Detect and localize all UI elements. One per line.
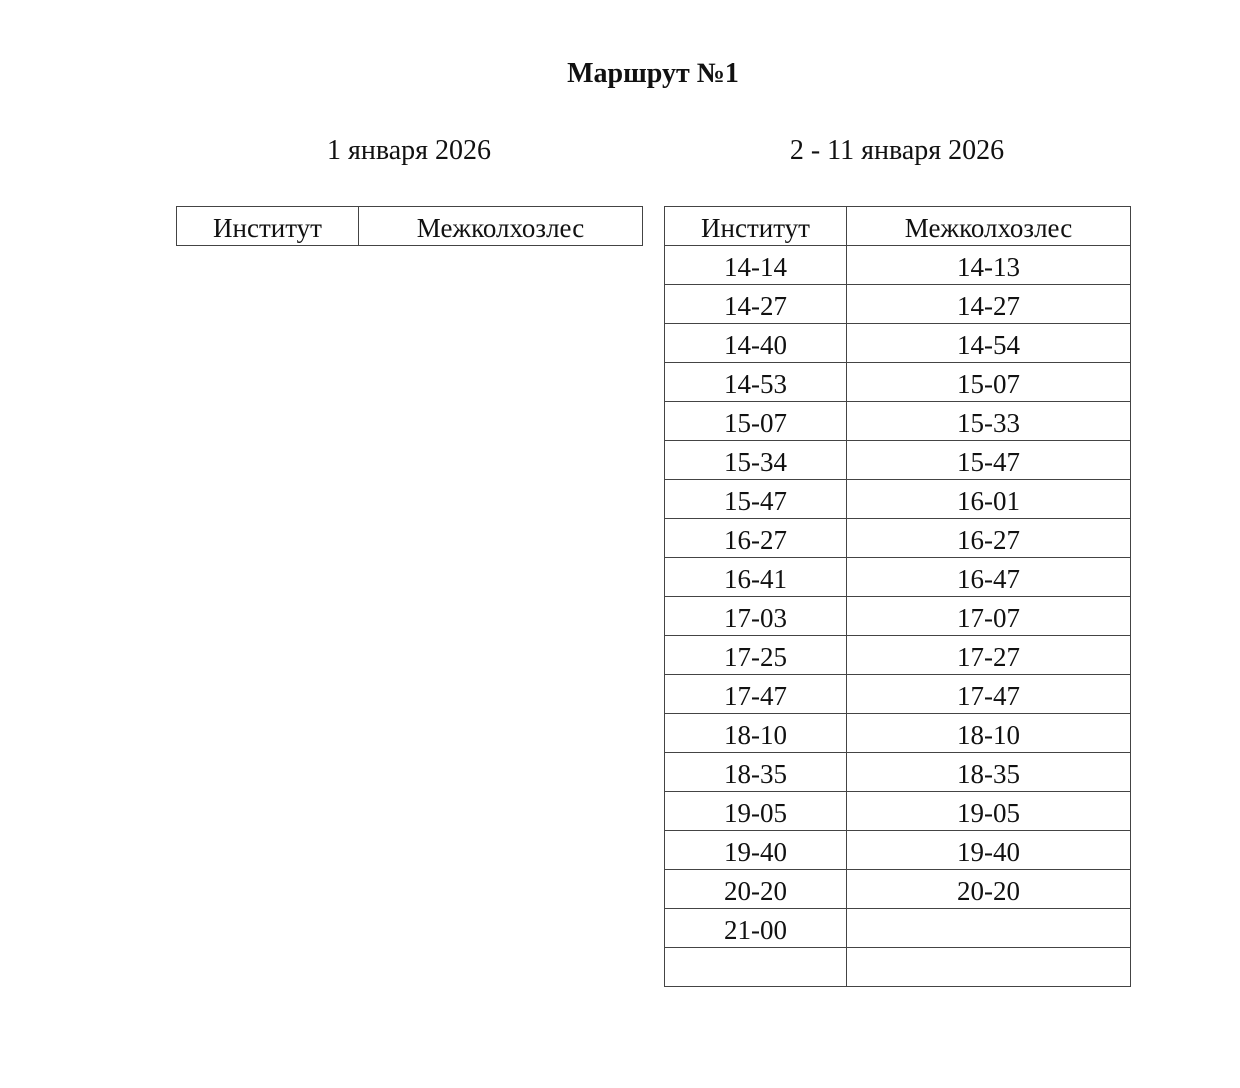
- table-row: [665, 909, 1131, 948]
- mezhkolkhozles-time: [847, 948, 1131, 987]
- mezhkolkhozles-time: 15-47: [847, 441, 1131, 480]
- table-row: [665, 285, 1131, 324]
- mezhkolkhozles-time: 16-01: [847, 480, 1131, 519]
- schedule-table-jan-2-11: [664, 206, 1131, 987]
- institut-time: 17-03: [665, 597, 847, 636]
- table-row: [665, 870, 1131, 909]
- institut-time: 14-40: [665, 324, 847, 363]
- header-institut: Институт: [177, 207, 359, 246]
- institut-time: 14-14: [665, 246, 847, 285]
- institut-time: 15-34: [665, 441, 847, 480]
- mezhkolkhozles-time: 15-07: [847, 363, 1131, 402]
- mezhkolkhozles-time: 14-54: [847, 324, 1131, 363]
- institut-time: 20-20: [665, 870, 847, 909]
- institut-time: 15-07: [665, 402, 847, 441]
- mezhkolkhozles-time: 17-47: [847, 675, 1131, 714]
- right-section-date: 2 - 11 января 2026: [789, 135, 1005, 166]
- institut-time: 18-10: [665, 714, 847, 753]
- institut-time: 17-25: [665, 636, 847, 675]
- schedule-table-jan-1: [176, 206, 643, 246]
- table-row: [665, 948, 1131, 987]
- institut-time: 16-27: [665, 519, 847, 558]
- table-row: [665, 831, 1131, 870]
- mezhkolkhozles-time: 19-05: [847, 792, 1131, 831]
- left-section-date: 1 января 2026: [326, 135, 492, 166]
- institut-time: 19-40: [665, 831, 847, 870]
- table-row: [665, 636, 1131, 675]
- mezhkolkhozles-time: [847, 909, 1131, 948]
- table-header-row: [665, 207, 1131, 246]
- institut-time: 19-05: [665, 792, 847, 831]
- institut-time: 17-47: [665, 675, 847, 714]
- table-row: [665, 714, 1131, 753]
- table-row: [665, 480, 1131, 519]
- institut-time: 18-35: [665, 753, 847, 792]
- mezhkolkhozles-time: 17-07: [847, 597, 1131, 636]
- mezhkolkhozles-time: 17-27: [847, 636, 1131, 675]
- mezhkolkhozles-time: 14-13: [847, 246, 1131, 285]
- institut-time: 15-47: [665, 480, 847, 519]
- mezhkolkhozles-time: 14-27: [847, 285, 1131, 324]
- table-row: [665, 324, 1131, 363]
- institut-time: 14-53: [665, 363, 847, 402]
- institut-time: [665, 948, 847, 987]
- mezhkolkhozles-time: 16-47: [847, 558, 1131, 597]
- table-row: [665, 363, 1131, 402]
- table-row: [665, 675, 1131, 714]
- table-row: [665, 558, 1131, 597]
- table-row: [665, 753, 1131, 792]
- institut-time: 16-41: [665, 558, 847, 597]
- table-row: [665, 519, 1131, 558]
- mezhkolkhozles-time: 15-33: [847, 402, 1131, 441]
- header-institut: Институт: [665, 207, 847, 246]
- page-title: Маршрут №1: [567, 58, 739, 89]
- institut-time: 14-27: [665, 285, 847, 324]
- table-row: [665, 792, 1131, 831]
- institut-time: 21-00: [665, 909, 847, 948]
- table-header-row: [177, 207, 643, 246]
- table-row: [665, 441, 1131, 480]
- mezhkolkhozles-time: 20-20: [847, 870, 1131, 909]
- header-mezhkolkhozles: Межколхозлес: [847, 207, 1131, 246]
- mezhkolkhozles-time: 18-35: [847, 753, 1131, 792]
- mezhkolkhozles-time: 18-10: [847, 714, 1131, 753]
- table-row: [665, 246, 1131, 285]
- mezhkolkhozles-time: 16-27: [847, 519, 1131, 558]
- header-mezhkolkhozles: Межколхозлес: [359, 207, 643, 246]
- mezhkolkhozles-time: 19-40: [847, 831, 1131, 870]
- table-row: [665, 597, 1131, 636]
- table-row: [665, 402, 1131, 441]
